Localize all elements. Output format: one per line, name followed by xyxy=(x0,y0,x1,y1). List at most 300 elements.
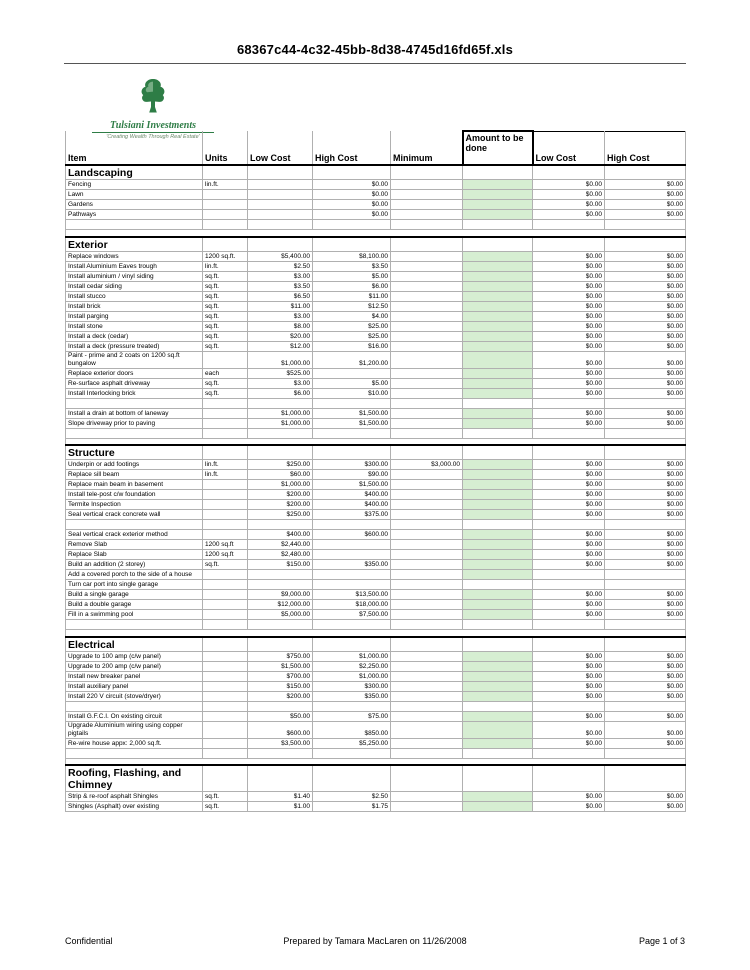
cell-amount-to-be-done xyxy=(463,301,533,311)
cell-high-cost: $5,250.00 xyxy=(313,738,391,748)
cell-low-cost: $1,000.00 xyxy=(248,408,313,418)
cell-amount-to-be-done xyxy=(463,681,533,691)
cell-units: sq.ft. xyxy=(203,802,248,812)
cell-high-cost: $300.00 xyxy=(313,460,391,470)
cell-high-cost-2: $0.00 xyxy=(605,190,686,200)
table-row xyxy=(66,251,686,261)
gap-cell xyxy=(66,630,686,637)
cell-high-cost-2: $0.00 xyxy=(605,460,686,470)
cell-item: Build a double garage xyxy=(66,600,203,610)
cell-low-cost-2 xyxy=(533,237,605,252)
cell-minimum xyxy=(391,637,463,652)
cell-low-cost-2: $0.00 xyxy=(533,321,605,331)
cell-units: lin.ft. xyxy=(203,460,248,470)
cell-amount-to-be-done xyxy=(463,721,533,738)
cell-high-cost: $16.00 xyxy=(313,341,391,351)
cell-high-cost: $2,250.00 xyxy=(313,661,391,671)
cell-low-cost-2: $0.00 xyxy=(533,802,605,812)
cell-high-cost: $1,200.00 xyxy=(313,351,391,368)
cell-minimum xyxy=(391,802,463,812)
cell-item: Paint - prime and 2 coats on 1200 sq.ft bungalow xyxy=(66,351,203,368)
cell-amount-to-be-done xyxy=(463,311,533,321)
cell-minimum xyxy=(391,490,463,500)
cell-low-cost-2: $0.00 xyxy=(533,311,605,321)
cell-amount-to-be-done xyxy=(463,765,533,792)
table-row xyxy=(66,792,686,802)
cell-low-cost: $5,000.00 xyxy=(248,610,313,620)
cell-low-cost-2 xyxy=(533,165,605,180)
cell-units xyxy=(203,200,248,210)
cell-high-cost-2: $0.00 xyxy=(605,281,686,291)
cell-high-cost xyxy=(313,580,391,590)
cell-minimum xyxy=(391,165,463,180)
cell-units xyxy=(203,530,248,540)
cell-amount-to-be-done xyxy=(463,520,533,530)
cell-high-cost-2: $0.00 xyxy=(605,341,686,351)
cell-amount-to-be-done xyxy=(463,748,533,758)
cell-low-cost-2: $0.00 xyxy=(533,341,605,351)
page-footer xyxy=(65,936,685,950)
cell-units xyxy=(203,510,248,520)
cell-high-cost: $75.00 xyxy=(313,711,391,721)
cell-amount-to-be-done xyxy=(463,237,533,252)
cell-high-cost xyxy=(313,637,391,652)
cell-amount-to-be-done xyxy=(463,418,533,428)
cell-low-cost: $1,000.00 xyxy=(248,351,313,368)
cell-high-cost-2: $0.00 xyxy=(605,510,686,520)
cell-high-cost: $6.00 xyxy=(313,281,391,291)
cell-minimum: $3,000.00 xyxy=(391,460,463,470)
table-row xyxy=(66,691,686,701)
cell-high-cost-2: $0.00 xyxy=(605,651,686,661)
cell-minimum xyxy=(391,388,463,398)
spacer-row xyxy=(66,428,686,438)
header-units: Units xyxy=(203,131,248,165)
table-row xyxy=(66,510,686,520)
cell-amount-to-be-done xyxy=(463,671,533,681)
section-gap xyxy=(66,630,686,637)
cell-units xyxy=(203,500,248,510)
table-row xyxy=(66,590,686,600)
cost-table xyxy=(65,130,686,812)
table-row xyxy=(66,301,686,311)
cell-high-cost-2: $0.00 xyxy=(605,560,686,570)
cell-low-cost-2: $0.00 xyxy=(533,480,605,490)
cell-item: Add a covered porch to the side of a house xyxy=(66,570,203,580)
table-row xyxy=(66,530,686,540)
cell-low-cost xyxy=(248,210,313,220)
cell-units xyxy=(203,637,248,652)
section-title: Electrical xyxy=(66,637,203,652)
cell-minimum xyxy=(391,281,463,291)
table-row xyxy=(66,490,686,500)
cell-minimum xyxy=(391,792,463,802)
cell-item: Shingles (Asphalt) over existing xyxy=(66,802,203,812)
cell-item xyxy=(66,428,203,438)
cell-low-cost-2: $0.00 xyxy=(533,418,605,428)
cell-low-cost-2: $0.00 xyxy=(533,261,605,271)
cell-units: sq.ft. xyxy=(203,271,248,281)
cell-item xyxy=(66,620,203,630)
cell-low-cost-2 xyxy=(533,580,605,590)
cell-minimum xyxy=(391,408,463,418)
cell-low-cost-2: $0.00 xyxy=(533,180,605,190)
cell-minimum xyxy=(391,180,463,190)
gap-cell xyxy=(66,438,686,445)
cell-units xyxy=(203,165,248,180)
section-header-row xyxy=(66,237,686,252)
cell-high-cost-2: $0.00 xyxy=(605,590,686,600)
cell-low-cost: $200.00 xyxy=(248,490,313,500)
table-row xyxy=(66,671,686,681)
cell-low-cost-2: $0.00 xyxy=(533,661,605,671)
cell-amount-to-be-done xyxy=(463,428,533,438)
cell-low-cost-2: $0.00 xyxy=(533,590,605,600)
cell-item: Re-surface asphalt driveway xyxy=(66,378,203,388)
cell-high-cost xyxy=(313,765,391,792)
cell-amount-to-be-done xyxy=(463,711,533,721)
cell-amount-to-be-done xyxy=(463,470,533,480)
cell-low-cost: $1.00 xyxy=(248,802,313,812)
cell-high-cost: $0.00 xyxy=(313,200,391,210)
cell-units xyxy=(203,490,248,500)
cell-high-cost-2: $0.00 xyxy=(605,792,686,802)
cell-units xyxy=(203,418,248,428)
cell-low-cost-2: $0.00 xyxy=(533,540,605,550)
cell-minimum xyxy=(391,418,463,428)
cell-high-cost-2: $0.00 xyxy=(605,540,686,550)
cell-low-cost: $700.00 xyxy=(248,671,313,681)
cell-units: sq.ft. xyxy=(203,301,248,311)
cell-high-cost: $90.00 xyxy=(313,470,391,480)
cell-low-cost-2: $0.00 xyxy=(533,711,605,721)
cell-low-cost: $200.00 xyxy=(248,691,313,701)
cell-low-cost-2: $0.00 xyxy=(533,271,605,281)
cell-high-cost: $0.00 xyxy=(313,180,391,190)
cell-low-cost xyxy=(248,637,313,652)
cell-high-cost-2 xyxy=(605,765,686,792)
cell-item: Install cedar siding xyxy=(66,281,203,291)
cell-units: sq.ft. xyxy=(203,388,248,398)
table-row xyxy=(66,261,686,271)
spacer-row xyxy=(66,748,686,758)
cell-low-cost-2: $0.00 xyxy=(533,792,605,802)
cell-high-cost: $1,500.00 xyxy=(313,418,391,428)
cell-high-cost-2 xyxy=(605,428,686,438)
cell-low-cost-2: $0.00 xyxy=(533,291,605,301)
cell-high-cost-2: $0.00 xyxy=(605,378,686,388)
cell-units xyxy=(203,691,248,701)
cell-low-cost xyxy=(248,165,313,180)
spacer-row xyxy=(66,620,686,630)
table-row xyxy=(66,418,686,428)
header-low-cost-2: Low Cost xyxy=(533,131,605,165)
cell-low-cost-2: $0.00 xyxy=(533,368,605,378)
cell-item: Install a deck (pressure treated) xyxy=(66,341,203,351)
cell-amount-to-be-done xyxy=(463,408,533,418)
cell-minimum xyxy=(391,321,463,331)
cell-units xyxy=(203,190,248,200)
cell-high-cost-2: $0.00 xyxy=(605,691,686,701)
cell-low-cost: $400.00 xyxy=(248,530,313,540)
table-row xyxy=(66,681,686,691)
cell-high-cost: $8,100.00 xyxy=(313,251,391,261)
cell-minimum xyxy=(391,520,463,530)
cell-item: Remove Slab xyxy=(66,540,203,550)
cell-item: Underpin or add footings xyxy=(66,460,203,470)
cell-units xyxy=(203,701,248,711)
cell-minimum xyxy=(391,701,463,711)
cell-high-cost-2: $0.00 xyxy=(605,600,686,610)
cell-high-cost-2: $0.00 xyxy=(605,470,686,480)
cell-item: Install Interlocking brick xyxy=(66,388,203,398)
cell-high-cost-2: $0.00 xyxy=(605,251,686,261)
cell-item: Strip & re-roof asphalt Shingles xyxy=(66,792,203,802)
cell-minimum xyxy=(391,651,463,661)
cell-high-cost xyxy=(313,550,391,560)
cell-amount-to-be-done xyxy=(463,530,533,540)
cell-minimum xyxy=(391,251,463,261)
cell-minimum xyxy=(391,600,463,610)
cell-low-cost: $9,000.00 xyxy=(248,590,313,600)
table-row xyxy=(66,388,686,398)
table-row xyxy=(66,200,686,210)
header-minimum: Minimum xyxy=(391,131,463,165)
cell-low-cost: $11.00 xyxy=(248,301,313,311)
cell-high-cost xyxy=(313,701,391,711)
cell-amount-to-be-done xyxy=(463,180,533,190)
cell-low-cost xyxy=(248,190,313,200)
cell-low-cost-2: $0.00 xyxy=(533,560,605,570)
cell-low-cost-2: $0.00 xyxy=(533,550,605,560)
cell-high-cost xyxy=(313,220,391,230)
cell-low-cost: $250.00 xyxy=(248,460,313,470)
cell-high-cost xyxy=(313,368,391,378)
title-divider xyxy=(64,63,686,64)
table-row xyxy=(66,570,686,580)
cell-units xyxy=(203,620,248,630)
cell-amount-to-be-done xyxy=(463,388,533,398)
table-row xyxy=(66,331,686,341)
cell-high-cost-2 xyxy=(605,637,686,652)
cell-amount-to-be-done xyxy=(463,738,533,748)
cell-high-cost: $850.00 xyxy=(313,721,391,738)
cell-high-cost-2: $0.00 xyxy=(605,291,686,301)
table-row xyxy=(66,351,686,368)
cell-high-cost: $300.00 xyxy=(313,681,391,691)
cell-amount-to-be-done xyxy=(463,460,533,470)
cell-low-cost-2: $0.00 xyxy=(533,378,605,388)
cell-high-cost: $375.00 xyxy=(313,510,391,520)
cell-amount-to-be-done xyxy=(463,570,533,580)
cell-high-cost-2: $0.00 xyxy=(605,490,686,500)
cell-item: Install tele-post c/w foundation xyxy=(66,490,203,500)
cell-amount-to-be-done xyxy=(463,480,533,490)
table-row xyxy=(66,311,686,321)
cell-minimum xyxy=(391,311,463,321)
cell-amount-to-be-done xyxy=(463,620,533,630)
cell-amount-to-be-done xyxy=(463,600,533,610)
cell-minimum xyxy=(391,210,463,220)
cell-high-cost-2 xyxy=(605,220,686,230)
cell-units xyxy=(203,398,248,408)
cell-high-cost-2: $0.00 xyxy=(605,388,686,398)
section-header-row xyxy=(66,165,686,180)
cell-low-cost: $2,440.00 xyxy=(248,540,313,550)
cell-low-cost xyxy=(248,428,313,438)
cell-low-cost: $12.00 xyxy=(248,341,313,351)
cell-item: Turn car port into single garage xyxy=(66,580,203,590)
section-title: Roofing, Flashing, and Chimney xyxy=(66,765,203,792)
cell-item: Install new breaker panel xyxy=(66,671,203,681)
section-header-row xyxy=(66,765,686,792)
cell-minimum xyxy=(391,681,463,691)
cell-item xyxy=(66,398,203,408)
cell-amount-to-be-done xyxy=(463,610,533,620)
cell-high-cost-2: $0.00 xyxy=(605,661,686,671)
table-row xyxy=(66,550,686,560)
table-row xyxy=(66,408,686,418)
cell-high-cost: $0.00 xyxy=(313,190,391,200)
cell-item: Build a single garage xyxy=(66,590,203,600)
cell-item: Seal vertical crack concrete wall xyxy=(66,510,203,520)
cell-units xyxy=(203,661,248,671)
cell-low-cost xyxy=(248,701,313,711)
cell-amount-to-be-done xyxy=(463,165,533,180)
table-row xyxy=(66,281,686,291)
cell-high-cost-2 xyxy=(605,237,686,252)
cell-low-cost: $12,000.00 xyxy=(248,600,313,610)
cell-units xyxy=(203,610,248,620)
cell-low-cost-2: $0.00 xyxy=(533,281,605,291)
cell-low-cost: $150.00 xyxy=(248,681,313,691)
cell-item: Slope driveway prior to paving xyxy=(66,418,203,428)
cell-units xyxy=(203,210,248,220)
cell-units xyxy=(203,600,248,610)
cell-minimum xyxy=(391,271,463,281)
cell-units: lin.ft. xyxy=(203,180,248,190)
cell-high-cost-2: $0.00 xyxy=(605,180,686,190)
cell-low-cost: $8.00 xyxy=(248,321,313,331)
cell-minimum xyxy=(391,661,463,671)
cell-high-cost-2: $0.00 xyxy=(605,500,686,510)
cell-item: Upgrade Aluminium wiring using copper pigtails xyxy=(66,721,203,738)
cell-units: lin.ft. xyxy=(203,470,248,480)
cell-item: Fencing xyxy=(66,180,203,190)
cell-low-cost xyxy=(248,570,313,580)
cell-low-cost xyxy=(248,398,313,408)
cell-item: Install auxiliary panel xyxy=(66,681,203,691)
cell-units: 1200 sq.ft xyxy=(203,550,248,560)
table-header-row xyxy=(66,131,686,165)
cell-amount-to-be-done xyxy=(463,398,533,408)
cell-high-cost-2 xyxy=(605,580,686,590)
cell-low-cost-2: $0.00 xyxy=(533,490,605,500)
cell-low-cost-2 xyxy=(533,445,605,460)
cell-units xyxy=(203,748,248,758)
section-header-row xyxy=(66,637,686,652)
section-gap xyxy=(66,438,686,445)
cell-item: Install G.F.C.I. On existing circuit xyxy=(66,711,203,721)
table-row xyxy=(66,721,686,738)
cell-low-cost-2: $0.00 xyxy=(533,408,605,418)
cell-amount-to-be-done xyxy=(463,368,533,378)
table-row xyxy=(66,600,686,610)
table-row xyxy=(66,341,686,351)
cell-low-cost-2: $0.00 xyxy=(533,721,605,738)
section-title: Structure xyxy=(66,445,203,460)
cell-low-cost: $2.50 xyxy=(248,261,313,271)
cell-low-cost-2: $0.00 xyxy=(533,691,605,701)
cell-item: Replace exterior doors xyxy=(66,368,203,378)
cell-high-cost-2: $0.00 xyxy=(605,530,686,540)
cell-high-cost-2 xyxy=(605,520,686,530)
cell-low-cost-2: $0.00 xyxy=(533,510,605,520)
cell-units xyxy=(203,681,248,691)
cell-low-cost-2: $0.00 xyxy=(533,460,605,470)
cell-units: sq.ft. xyxy=(203,560,248,570)
cell-high-cost: $5.00 xyxy=(313,271,391,281)
cell-high-cost: $4.00 xyxy=(313,311,391,321)
cell-amount-to-be-done xyxy=(463,560,533,570)
cell-units: sq.ft. xyxy=(203,341,248,351)
cell-amount-to-be-done xyxy=(463,510,533,520)
cell-item: Termite Inspection xyxy=(66,500,203,510)
cell-low-cost: $60.00 xyxy=(248,470,313,480)
cell-amount-to-be-done xyxy=(463,210,533,220)
cell-low-cost-2 xyxy=(533,220,605,230)
logo-name: Tulsiani Investments xyxy=(109,120,197,131)
table-row xyxy=(66,190,686,200)
table-row xyxy=(66,368,686,378)
cell-low-cost-2: $0.00 xyxy=(533,470,605,480)
cell-high-cost-2 xyxy=(605,398,686,408)
cell-high-cost: $10.00 xyxy=(313,388,391,398)
cell-high-cost-2: $0.00 xyxy=(605,311,686,321)
cell-minimum xyxy=(391,721,463,738)
cell-item: Replace main beam in basement xyxy=(66,480,203,490)
cell-low-cost: $6.00 xyxy=(248,388,313,398)
cell-minimum xyxy=(391,510,463,520)
header-item: Item xyxy=(66,131,203,165)
cell-units: sq.ft. xyxy=(203,378,248,388)
cell-high-cost xyxy=(313,748,391,758)
cell-high-cost: $1.75 xyxy=(313,802,391,812)
cell-units: sq.ft. xyxy=(203,321,248,331)
cell-high-cost-2: $0.00 xyxy=(605,321,686,331)
cell-units: 1200 sq.ft xyxy=(203,540,248,550)
cell-low-cost-2: $0.00 xyxy=(533,600,605,610)
cell-minimum xyxy=(391,550,463,560)
cell-low-cost xyxy=(248,237,313,252)
cell-minimum xyxy=(391,190,463,200)
cell-high-cost-2: $0.00 xyxy=(605,721,686,738)
cell-amount-to-be-done xyxy=(463,500,533,510)
cell-high-cost-2 xyxy=(605,445,686,460)
cell-units xyxy=(203,765,248,792)
cell-amount-to-be-done xyxy=(463,651,533,661)
table-row xyxy=(66,738,686,748)
cell-item: Lawn xyxy=(66,190,203,200)
cell-units xyxy=(203,580,248,590)
table-row xyxy=(66,580,686,590)
cell-units xyxy=(203,711,248,721)
cell-item: Install stucco xyxy=(66,291,203,301)
cell-low-cost xyxy=(248,620,313,630)
cell-high-cost xyxy=(313,428,391,438)
cell-high-cost-2: $0.00 xyxy=(605,271,686,281)
section-title: Exterior xyxy=(66,237,203,252)
